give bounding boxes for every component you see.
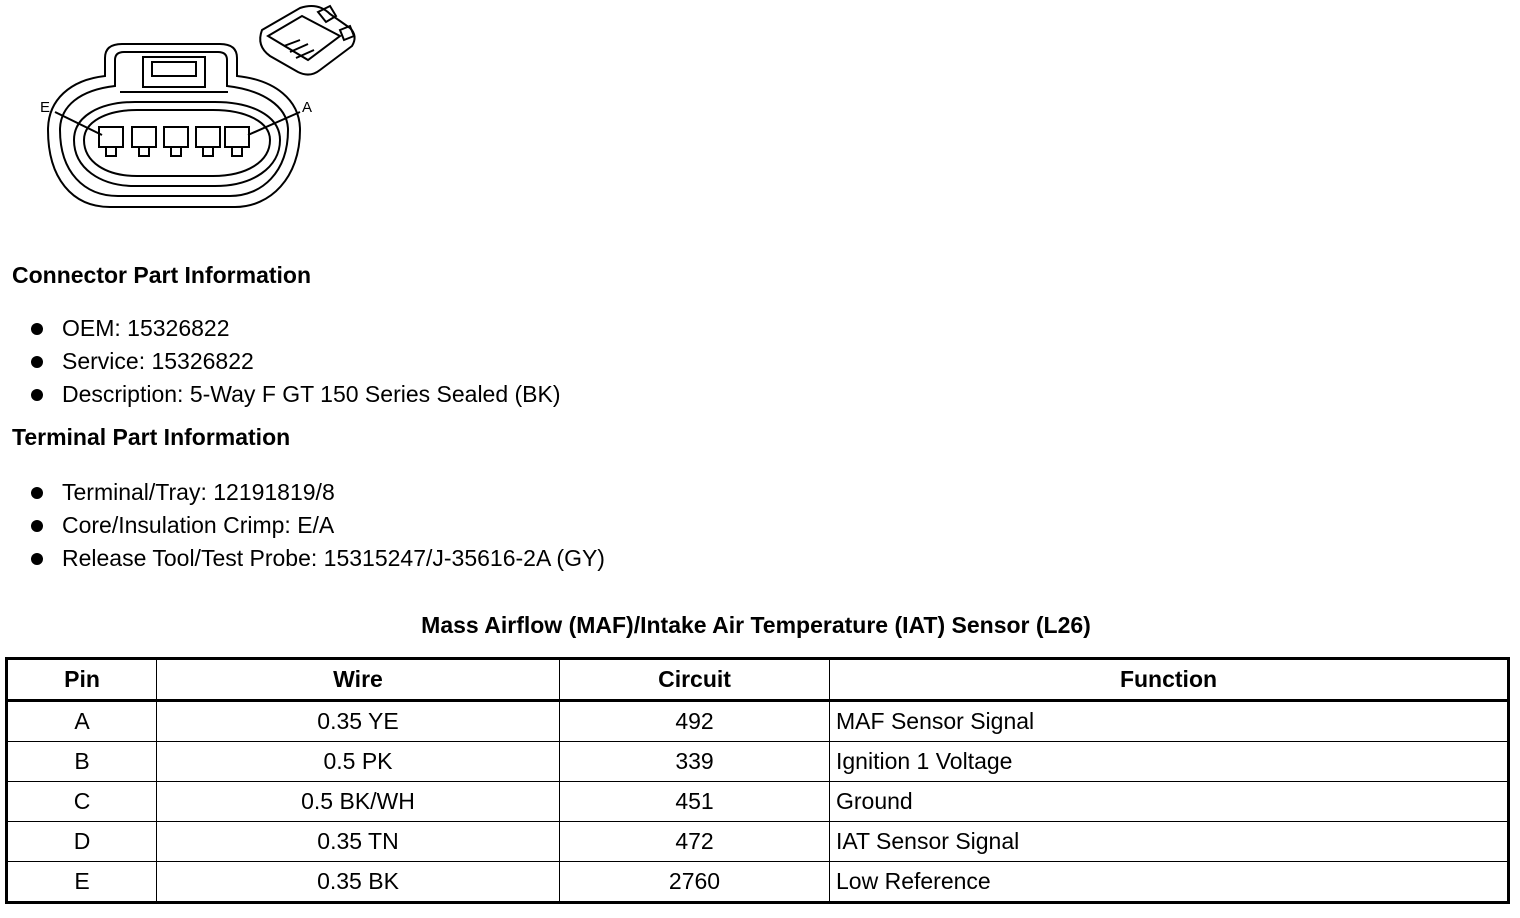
list-item: Core/Insulation Crimp: E/A xyxy=(28,509,605,542)
terminal-section-title: Terminal Part Information xyxy=(12,424,291,450)
cell-wire: 0.35 YE xyxy=(157,701,560,742)
header-circuit: Circuit xyxy=(560,659,830,701)
table-row xyxy=(7,822,1509,862)
table-row xyxy=(7,782,1509,822)
cell-wire: 0.5 PK xyxy=(157,742,560,782)
cell-function: Ignition 1 Voltage xyxy=(830,742,1509,782)
cell-pin: A xyxy=(7,701,157,742)
cell-circuit: 451 xyxy=(560,782,830,822)
cell-circuit: 339 xyxy=(560,742,830,782)
bullet-icon xyxy=(31,520,43,532)
cell-function: Low Reference xyxy=(830,862,1509,903)
list-item: Service: 15326822 xyxy=(28,345,561,378)
cell-circuit: 2760 xyxy=(560,862,830,903)
pin-label-e: E xyxy=(40,99,51,116)
terminal-cavities xyxy=(99,127,249,156)
cell-function: IAT Sensor Signal xyxy=(830,822,1509,862)
table-header-row xyxy=(7,659,1509,701)
cell-pin: E xyxy=(7,862,157,903)
pinout-table xyxy=(5,657,1510,904)
cell-pin: C xyxy=(7,782,157,822)
list-item: Terminal/Tray: 12191819/8 xyxy=(28,476,605,509)
cell-function: MAF Sensor Signal xyxy=(830,701,1509,742)
cell-wire: 0.5 BK/WH xyxy=(157,782,560,822)
table-row xyxy=(7,862,1509,903)
cell-pin: D xyxy=(7,822,157,862)
list-item: Description: 5-Way F GT 150 Series Sealed (BK) xyxy=(28,378,561,411)
cell-pin: B xyxy=(7,742,157,782)
bullet-icon xyxy=(31,323,43,335)
header-function: Function xyxy=(830,659,1509,701)
connector-housing-outline xyxy=(48,44,300,207)
cell-circuit: 492 xyxy=(560,701,830,742)
connector-perspective-icon xyxy=(260,6,354,75)
bullet-icon xyxy=(31,389,43,401)
header-wire: Wire xyxy=(157,659,560,701)
connector-diagram xyxy=(0,0,370,215)
bullet-icon xyxy=(31,487,43,499)
cell-wire: 0.35 TN xyxy=(157,822,560,862)
bullet-icon xyxy=(31,356,43,368)
connector-info-list xyxy=(28,312,561,411)
cell-function: Ground xyxy=(830,782,1509,822)
bullet-icon xyxy=(31,553,43,565)
table-title: Mass Airflow (MAF)/Intake Air Temperature (IAT) Sensor (L26) xyxy=(421,612,1091,638)
list-item: OEM: 15326822 xyxy=(28,312,561,345)
connector-section-title: Connector Part Information xyxy=(12,262,312,288)
table-row xyxy=(7,701,1509,742)
list-item: Release Tool/Test Probe: 15315247/J-35616-2A (GY) xyxy=(28,542,605,575)
terminal-info-list xyxy=(28,476,605,575)
cell-wire: 0.35 BK xyxy=(157,862,560,903)
table-row xyxy=(7,742,1509,782)
cell-circuit: 472 xyxy=(560,822,830,862)
header-pin: Pin xyxy=(7,659,157,701)
pin-label-a: A xyxy=(302,99,313,116)
